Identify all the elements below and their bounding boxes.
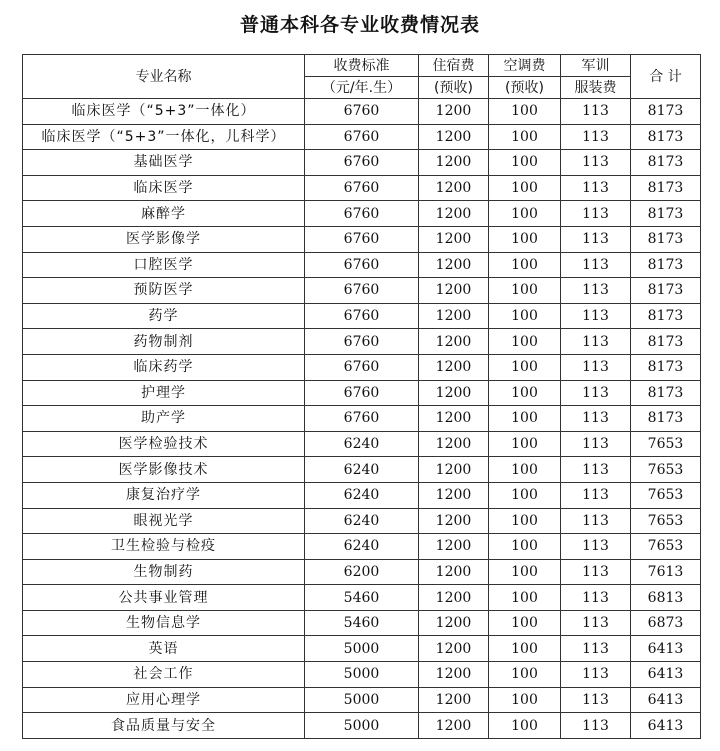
cell-total: 8173	[631, 201, 701, 227]
cell-uniform: 113	[561, 226, 631, 252]
cell-uniform: 113	[561, 354, 631, 380]
cell-dorm: 1200	[419, 585, 489, 611]
table-row	[23, 124, 701, 150]
table-row	[23, 150, 701, 176]
table-header	[23, 55, 701, 99]
cell-major: 应用心理学	[23, 687, 305, 713]
cell-ac: 100	[489, 610, 561, 636]
cell-dorm: 1200	[419, 380, 489, 406]
cell-major: 康复治疗学	[23, 482, 305, 508]
cell-uniform: 113	[561, 508, 631, 534]
cell-ac: 100	[489, 329, 561, 355]
cell-dorm: 1200	[419, 201, 489, 227]
table-row	[23, 201, 701, 227]
cell-dorm: 1200	[419, 457, 489, 483]
cell-major: 食品质量与安全	[23, 713, 305, 739]
cell-total: 6413	[631, 713, 701, 739]
cell-ac: 100	[489, 124, 561, 150]
cell-dorm: 1200	[419, 150, 489, 176]
cell-ac: 100	[489, 534, 561, 560]
cell-ac: 100	[489, 662, 561, 688]
cell-major: 药物制剂	[23, 329, 305, 355]
cell-total: 7653	[631, 508, 701, 534]
cell-total: 8173	[631, 124, 701, 150]
cell-total: 7653	[631, 482, 701, 508]
cell-ac: 100	[489, 201, 561, 227]
cell-uniform: 113	[561, 175, 631, 201]
cell-major: 医学影像学	[23, 226, 305, 252]
cell-ac: 100	[489, 278, 561, 304]
table-row	[23, 713, 701, 739]
cell-tuition: 6240	[305, 457, 419, 483]
cell-tuition: 5000	[305, 636, 419, 662]
cell-total: 8173	[631, 329, 701, 355]
cell-tuition: 6760	[305, 124, 419, 150]
table-row	[23, 687, 701, 713]
table-row	[23, 559, 701, 585]
cell-tuition: 6240	[305, 431, 419, 457]
cell-dorm: 1200	[419, 534, 489, 560]
cell-tuition: 6760	[305, 201, 419, 227]
table-row	[23, 303, 701, 329]
cell-dorm: 1200	[419, 252, 489, 278]
cell-uniform: 113	[561, 99, 631, 125]
cell-dorm: 1200	[419, 687, 489, 713]
cell-uniform: 113	[561, 687, 631, 713]
cell-uniform: 113	[561, 406, 631, 432]
cell-major: 临床医学（“5+3”一体化）	[23, 99, 305, 125]
cell-total: 6413	[631, 662, 701, 688]
table-row	[23, 636, 701, 662]
cell-tuition: 6760	[305, 175, 419, 201]
cell-ac: 100	[489, 687, 561, 713]
cell-major: 临床药学	[23, 354, 305, 380]
cell-major: 助产学	[23, 406, 305, 432]
cell-major: 基础医学	[23, 150, 305, 176]
cell-major: 临床医学（“5+3”一体化，儿科学）	[23, 124, 305, 150]
cell-ac: 100	[489, 431, 561, 457]
table-row	[23, 482, 701, 508]
cell-ac: 100	[489, 252, 561, 278]
cell-dorm: 1200	[419, 610, 489, 636]
cell-uniform: 113	[561, 303, 631, 329]
cell-ac: 100	[489, 226, 561, 252]
cell-total: 7653	[631, 534, 701, 560]
cell-tuition: 5460	[305, 585, 419, 611]
page-title: 普通本科各专业收费情况表	[239, 14, 480, 36]
header-tuition: 收费标准	[305, 55, 419, 77]
table-row	[23, 99, 701, 125]
cell-tuition: 6240	[305, 508, 419, 534]
table-row	[23, 585, 701, 611]
cell-uniform: 113	[561, 662, 631, 688]
cell-tuition: 5460	[305, 610, 419, 636]
table-row	[23, 278, 701, 304]
header-dorm-note: (预收)	[419, 77, 489, 99]
table-row	[23, 252, 701, 278]
cell-dorm: 1200	[419, 175, 489, 201]
cell-dorm: 1200	[419, 124, 489, 150]
cell-total: 8173	[631, 406, 701, 432]
cell-major: 眼视光学	[23, 508, 305, 534]
cell-uniform: 113	[561, 636, 631, 662]
cell-uniform: 113	[561, 380, 631, 406]
header-ac: 空调费	[489, 55, 561, 77]
cell-dorm: 1200	[419, 406, 489, 432]
cell-tuition: 6760	[305, 354, 419, 380]
cell-ac: 100	[489, 354, 561, 380]
cell-dorm: 1200	[419, 431, 489, 457]
cell-ac: 100	[489, 585, 561, 611]
header-tuition-unit: （元/年.生）	[305, 77, 419, 99]
cell-major: 生物制药	[23, 559, 305, 585]
header-total: 合 计	[631, 55, 701, 99]
cell-ac: 100	[489, 406, 561, 432]
cell-total: 8173	[631, 99, 701, 125]
cell-dorm: 1200	[419, 662, 489, 688]
cell-total: 7613	[631, 559, 701, 585]
cell-tuition: 6760	[305, 329, 419, 355]
cell-dorm: 1200	[419, 99, 489, 125]
cell-tuition: 6760	[305, 303, 419, 329]
table-row	[23, 508, 701, 534]
cell-tuition: 6760	[305, 278, 419, 304]
cell-ac: 100	[489, 380, 561, 406]
header-dorm: 住宿费	[419, 55, 489, 77]
cell-ac: 100	[489, 150, 561, 176]
cell-dorm: 1200	[419, 329, 489, 355]
cell-total: 7653	[631, 457, 701, 483]
table-row	[23, 329, 701, 355]
cell-total: 8173	[631, 150, 701, 176]
cell-tuition: 6760	[305, 99, 419, 125]
cell-major: 社会工作	[23, 662, 305, 688]
cell-total: 8173	[631, 380, 701, 406]
cell-total: 6413	[631, 687, 701, 713]
cell-tuition: 6240	[305, 482, 419, 508]
cell-uniform: 113	[561, 124, 631, 150]
cell-dorm: 1200	[419, 636, 489, 662]
cell-uniform: 113	[561, 534, 631, 560]
cell-tuition: 6760	[305, 226, 419, 252]
cell-tuition: 5000	[305, 687, 419, 713]
cell-uniform: 113	[561, 201, 631, 227]
cell-uniform: 113	[561, 431, 631, 457]
cell-dorm: 1200	[419, 559, 489, 585]
table-row	[23, 431, 701, 457]
cell-uniform: 113	[561, 559, 631, 585]
cell-total: 8173	[631, 303, 701, 329]
cell-uniform: 113	[561, 610, 631, 636]
cell-major: 护理学	[23, 380, 305, 406]
cell-tuition: 6200	[305, 559, 419, 585]
cell-major: 预防医学	[23, 278, 305, 304]
cell-tuition: 5000	[305, 713, 419, 739]
cell-dorm: 1200	[419, 482, 489, 508]
header-uniform-sub: 服装费	[561, 77, 631, 99]
header-uniform: 军训	[561, 55, 631, 77]
table-row	[23, 380, 701, 406]
cell-ac: 100	[489, 303, 561, 329]
cell-total: 8173	[631, 252, 701, 278]
cell-dorm: 1200	[419, 278, 489, 304]
cell-dorm: 1200	[419, 303, 489, 329]
cell-tuition: 5000	[305, 662, 419, 688]
cell-uniform: 113	[561, 329, 631, 355]
cell-uniform: 113	[561, 457, 631, 483]
cell-tuition: 6760	[305, 252, 419, 278]
cell-uniform: 113	[561, 278, 631, 304]
cell-total: 6873	[631, 610, 701, 636]
cell-uniform: 113	[561, 713, 631, 739]
cell-uniform: 113	[561, 585, 631, 611]
cell-major: 药学	[23, 303, 305, 329]
cell-total: 6413	[631, 636, 701, 662]
header-ac-note: (预收)	[489, 77, 561, 99]
cell-major: 公共事业管理	[23, 585, 305, 611]
table-row	[23, 226, 701, 252]
cell-uniform: 113	[561, 482, 631, 508]
cell-uniform: 113	[561, 252, 631, 278]
table-row	[23, 662, 701, 688]
cell-dorm: 1200	[419, 508, 489, 534]
cell-ac: 100	[489, 508, 561, 534]
cell-total: 7653	[631, 431, 701, 457]
cell-major: 麻醉学	[23, 201, 305, 227]
cell-dorm: 1200	[419, 354, 489, 380]
cell-ac: 100	[489, 99, 561, 125]
table-row	[23, 610, 701, 636]
cell-major: 临床医学	[23, 175, 305, 201]
cell-major: 生物信息学	[23, 610, 305, 636]
cell-major: 医学影像技术	[23, 457, 305, 483]
table-row	[23, 534, 701, 560]
cell-tuition: 6760	[305, 406, 419, 432]
cell-major: 医学检验技术	[23, 431, 305, 457]
table-row	[23, 457, 701, 483]
table-row	[23, 354, 701, 380]
cell-tuition: 6240	[305, 534, 419, 560]
cell-major: 英语	[23, 636, 305, 662]
table-row	[23, 406, 701, 432]
header-major: 专业名称	[23, 55, 305, 99]
cell-tuition: 6760	[305, 150, 419, 176]
cell-ac: 100	[489, 175, 561, 201]
fee-table	[22, 54, 701, 739]
table-body	[23, 99, 701, 739]
cell-total: 8173	[631, 278, 701, 304]
cell-ac: 100	[489, 636, 561, 662]
cell-total: 8173	[631, 175, 701, 201]
cell-dorm: 1200	[419, 713, 489, 739]
cell-total: 8173	[631, 354, 701, 380]
cell-ac: 100	[489, 482, 561, 508]
cell-total: 6813	[631, 585, 701, 611]
cell-uniform: 113	[561, 150, 631, 176]
cell-ac: 100	[489, 713, 561, 739]
cell-tuition: 6760	[305, 380, 419, 406]
cell-major: 口腔医学	[23, 252, 305, 278]
cell-dorm: 1200	[419, 226, 489, 252]
cell-ac: 100	[489, 457, 561, 483]
cell-major: 卫生检验与检疫	[23, 534, 305, 560]
cell-total: 8173	[631, 226, 701, 252]
table-row	[23, 175, 701, 201]
cell-ac: 100	[489, 559, 561, 585]
